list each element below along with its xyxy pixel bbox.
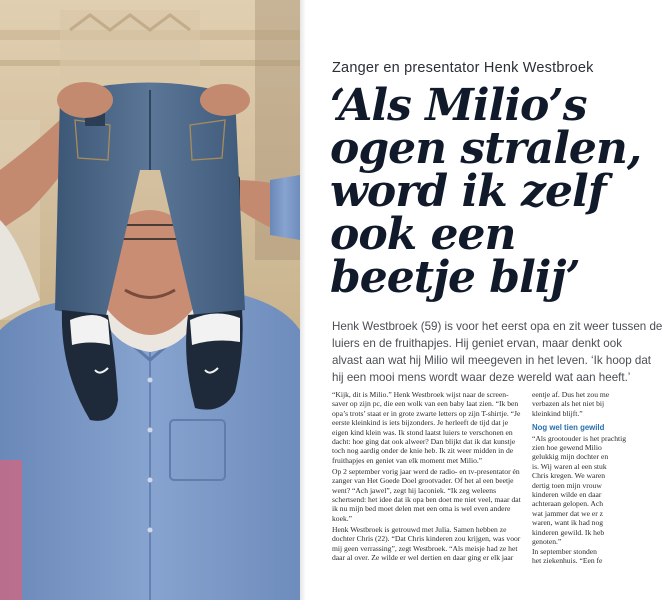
body-column-2 xyxy=(532,390,627,565)
section-subhead: Nog wel tien gewild xyxy=(532,423,605,433)
body-line: In september stonden xyxy=(532,546,597,556)
body-line: gelukkig mijn dochter en xyxy=(532,452,609,462)
article-photo xyxy=(0,0,300,600)
body-line: wat jammer dat we er z xyxy=(532,508,604,518)
body-line: kinderen wilde en daar xyxy=(532,490,602,500)
body-paragraph: Henk Westbroek is getrouwd met Julia. Samen hebben ze dochter Chris (22). “Dat Chris kinderen zou krijgen, was voor mij geen verrassing”, zegt Westbroek. “Als meisje had ze het daar al over. Ze wilde er wel dertien en daar ging er elk jaar xyxy=(332,524,521,562)
body-line: het ziekenhuis. “Een fe xyxy=(532,555,603,565)
headline-line: beetje blij’ xyxy=(330,252,580,303)
headline-line: ook een xyxy=(330,209,516,260)
article-intro xyxy=(332,318,662,386)
body-line: achteraan gelopen. Ach xyxy=(532,499,604,509)
intro-line: luiers en de fruithapjes. Hij geniet ervan, maar denkt ook xyxy=(332,337,623,350)
body-paragraph: “Kijk, dit is Milio.” Henk Westbroek wijst naar de screensaver op zijn pc, die een wolk van een baby laat zien. “Ik ben opa’s trots’ staat er in grote zwarte letters op zijn T-shirtje. “Je eerste kleinkind is iets bijzonders. Je herleeft de tijd dat je eigen kind klein was. Ik stond laatst luiers te verschonen en dacht: hoe ging dat ook alweer? Dan blijkt dat ik dat kunstje toch nog aardig onder de knie heb. Ik zit weer midden in de fruithapjes en geniet van elk moment met Milio.” xyxy=(332,390,521,465)
intro-line: hij een mooi mens wordt waar deze wereld wat aan heeft.’ xyxy=(332,371,631,384)
body-line: waren, want ik had nog xyxy=(532,518,604,528)
body-line: “Als grootouder is het prachtig xyxy=(532,433,627,443)
body-line: Chris kregen. We waren xyxy=(532,471,606,481)
headline-line: ogen stralen, xyxy=(330,123,642,174)
body-column-1 xyxy=(332,390,522,564)
body-line: is. Wij waren al een stuk xyxy=(532,461,607,471)
body-line: genoten.” xyxy=(532,537,562,547)
photo-man-with-toddler-icon xyxy=(0,0,300,600)
body-paragraph: Op 2 september vorig jaar werd de radio- en tv-presentator én zanger van Het Goede Doel grootvader. Of het al een beetje went? “Ach jawel”, zegt hij laconiek. “Ik zeg weleens schertsend: het idee dat ik opa ben doet me niet veel, maar dat ik nu mijn bed moet delen met een oma is wel even andere koek.” xyxy=(332,466,521,523)
headline-line: ‘Als Milio’s xyxy=(330,80,587,131)
body-line: verbazen als het niet bij xyxy=(532,399,605,409)
body-line: zien hoe gewend Milio xyxy=(532,443,602,453)
body-line: eentje af. Dus het zou me xyxy=(532,390,610,399)
body-line: dertig toen mijn vrouw xyxy=(532,480,602,490)
article-headline xyxy=(330,80,642,303)
article-kicker: Zanger en presentator Henk Westbroek xyxy=(332,60,594,76)
body-line: kinderen gewild. Ik heb xyxy=(532,527,605,537)
article xyxy=(306,0,662,600)
headline-line: word ik zelf xyxy=(330,166,606,217)
body-line: kleinkind blijft.” xyxy=(532,408,583,418)
intro-line: Henk Westbroek (59) is voor het eerst opa en zit weer tussen de xyxy=(332,320,662,333)
intro-line: alvast aan wat hij Milio wil meegeven in het leven. ‘Ik hoop dat xyxy=(332,354,652,367)
